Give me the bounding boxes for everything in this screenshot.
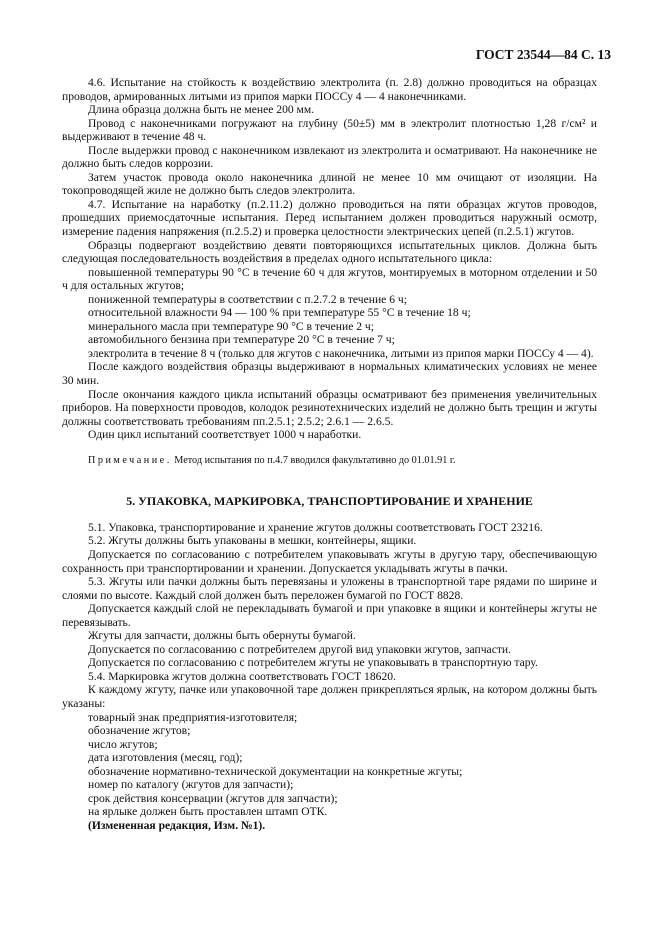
paragraph: 5.1. Упаковка, транспортирование и хранение жгутов должны соответствовать ГОСТ 23216. [88,520,543,534]
document-body [62,76,597,832]
paragraph: К каждому жгуту, пачке или упаковочной таре должен прикрепляться ярлык, на котором должны быть указаны: [62,683,597,710]
paragraph: Допускается по согласованию с потребителем упаковывать жгуты в другую тару, обеспечивающую сохранность при транспортировании и хранении. Допускается укладывать жгуты в пачки. [62,547,597,575]
paragraph: Жгуты для запчасти, должны быть обернуты бумагой. [88,629,356,643]
page-header: ГОСТ 23544—84 С. 13 [475,47,611,62]
paragraph: Затем участок провода около наконечника длиной не менее 10 мм очищают от изоляции. На токопроводящей жиле не должно быть следов электролита. [62,170,597,198]
list-item: обозначение нормативно-технической документации на конкретные жгуты; [88,764,463,778]
paragraph: Провод с наконечниками погружают на глубину (50±5) мм в электролит плотностью 1,28 г/см² и выдерживают в течение 48 ч. [62,116,597,144]
note [62,454,597,468]
amendment-note: (Измененная редакция, Изм. №1). [88,818,266,832]
list-item: срок действия консервации (жгутов для запчасти); [88,791,338,805]
paragraph: Допускается каждый слой не перекладывать бумагой и при упаковке в ящики и контейнеры жгуты не перевязывать. [62,602,597,629]
label-fields-list [62,711,597,819]
list-item: обозначение жгутов; [88,724,191,738]
paragraph: Образцы подвергают воздействию девяти повторяющихся испытательных циклов. Должна быть следующая последовательность воздействия в пределах одного испытательного цикла: [62,238,597,266]
test-cycle-list [62,266,597,361]
paragraph: После окончания каждого цикла испытаний образцы осматривают без применения увеличительных приборов. На поверхности проводов, колодок резинотехнических изделий не должно быть трещин и жгуты должны соответствовать требованиям пп.2.5.1; 2.5.2; 2.6.1 — 2.6.5. [62,387,597,428]
note-label: Примечание. [88,454,172,466]
paragraph: 5.3. Жгуты или пачки должны быть перевязаны и уложены в транспортной таре рядами по ширине и слоями по высоте. Каждый слой должен быть переложен бумагой по ГОСТ 8828. [62,575,597,602]
list-item: дата изготовления (месяц, год); [88,751,243,765]
paragraph: Длина образца должна быть не менее 200 мм. [88,103,315,117]
list-item: пониженной температуры в соответствии с п.2.7.2 в течение 6 ч; [88,292,407,306]
paragraph: 5.2. Жгуты должны быть упакованы в мешки, контейнеры, ящики. [88,534,417,548]
list-item: товарный знак предприятия-изготовителя; [88,710,298,724]
note-text: Метод испытания по п.4.7 вводился факультативно до 01.01.91 г. [171,454,456,466]
list-item: электролита в течение 8 ч (только для жгутов с наконечника, литыми из припоя марки ПОССу 4 — 4). [88,346,594,360]
paragraph: Допускается по согласованию с потребителем другой вид упаковки жгутов, запчасти. [88,642,512,656]
paragraph: После выдержки провод с наконечником извлекают из электролита и осматривают. На наконечнике не должно быть следов коррозии. [62,143,597,171]
section-title: 5. УПАКОВКА, МАРКИРОВКА, ТРАНСПОРТИРОВАНИЕ И ХРАНЕНИЕ [126,494,533,509]
list-item: относительной влажности 94 — 100 % при температуре 55 °С в течение 18 ч; [88,306,471,320]
paragraph: 4.7. Испытание на наработку (п.2.11.2) должно проводиться на пяти образцах жгутов проводов, прошедших приемосдаточные испытания. Перед испытанием должен проводиться наружный осмотр, измерение падения напряжения (п.2.5.2) и проверка целостности электрических цепей (п.2.5.1) жгутов. [62,197,597,239]
section-4-paragraphs [62,76,597,266]
list-item: повышенной температуры 90 °С в течение 60 ч для жгутов, монтируемых в моторном отделении и 50 ч для остальных жгутов; [62,265,597,293]
section-4-closing-paragraphs [62,360,597,441]
list-item: номер по каталогу (жгутов для запчасти); [88,778,294,792]
paragraph: 4.6. Испытание на стойкость к воздействию электролита (п. 2.8) должно проводиться на образцах проводов, армированных литыми из припоя марки ПОССу 4 — 4 наконечниками. [62,76,597,103]
paragraph: Допускается по согласованию с потребителем жгуты не упаковывать в транспортную тару. [88,656,538,670]
paragraph: После каждого воздействия образцы выдерживают в нормальных климатических условиях не менее 30 мин. [62,360,597,388]
list-item: число жгутов; [88,737,158,751]
paragraph: 5.4. Маркировка жгутов должна соответствовать ГОСТ 18620. [88,669,396,683]
section-5-paragraphs [62,521,597,711]
list-item: минерального масла при температуре 90 °С в течение 2 ч; [88,319,374,333]
paragraph: Один цикл испытаний соответствует 1000 ч наработки. [88,428,362,442]
list-item: на ярлыке должен быть проставлен штамп ОТК. [88,805,328,819]
list-item: автомобильного бензина при температуре 20 °С в течение 7 ч; [88,333,395,347]
